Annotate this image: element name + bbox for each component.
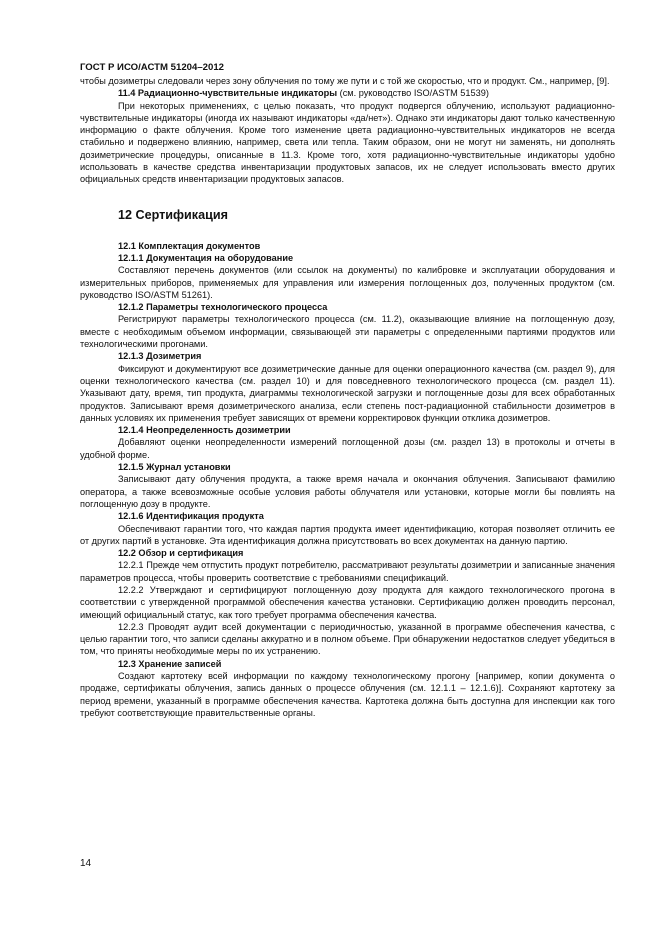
heading-12-3: 12.3 Хранение записей [118, 658, 222, 669]
paragraph-continuation: чтобы дозиметры следовали через зону облучения по тому же пути и с той же скоростью, что и продукт. См., например, [9]. [80, 76, 610, 86]
paragraph-12-1-3: Фиксируют и документируют все дозиметрические данные для оценки операционного качества (см. раздел 9), для оценки технологического качества (см. раздел 10) и для повседневного технологического процесса (см. раздел 11). Указывают дату, время, тип продукта, диаграммы технологической загрузки и поглощенные дозы для всех обработанных продуктов. Записывают время дозиметрического анализа, если степень пост-радиационной стабильности дозиметров в данных условиях их применения требует зависящих от времени корректировок функции отклика дозиметров. [80, 363, 615, 423]
paragraph-12-2-3: 12.2.3 Проводят аудит всей документации с периодичностью, указанной в программе обеспечения качества, с целью гарантии того, что записи сделаны аккуратно и в полном объеме. При обнаружении недостатков следует убедиться в том, что приняты необходимые меры по их устранению. [80, 621, 615, 657]
paragraph-12-1-6: Обеспечивают гарантии того, что каждая партия продукта имеет идентификацию, которая позволяет отличить ее от других партий в установке. Эта идентификация должна присутствовать во всех документах на данную партию. [80, 523, 615, 546]
heading-11-4 [80, 87, 615, 99]
heading-12-1-4: 12.1.4 Неопределенность дозиметрии [118, 425, 291, 436]
heading-12-1-3: 12.1.3 Дозиметрия [118, 351, 202, 362]
heading-12-1-1: 12.1.1 Документация на оборудование [118, 252, 294, 263]
heading-11-4-note: (см. руководство ISO/ASTM 51539) [337, 88, 489, 99]
document-page [80, 62, 615, 719]
heading-12-2: 12.2 Обзор и сертификация [118, 548, 244, 559]
paragraph-12-1-5: Записывают дату облучения продукта, а также время начала и окончания облучения. Записывают фамилию оператора, а также всевозможные особые условия работы облучателя или установки, которые могли бы повлиять на поглощенную дозу в продукте. [80, 474, 615, 509]
paragraph-12-2-2: 12.2.2 Утверждают и сертифицируют поглощенную дозу продукта для каждого технологического прогона в соответствии с утвержденной программой обеспечения качества установки. Сертификацию должен проводить персонал, имеющий официальный статус, как того требует программа обеспечения качества. [80, 584, 615, 620]
section-12-title: 12 Сертификация [118, 207, 228, 222]
document-header: ГОСТ Р ИСО/АСТМ 51204–2012 [80, 62, 225, 73]
page-number: 14 [80, 858, 92, 869]
paragraph-12-1-2: Регистрируют параметры технологического процесса (см. 11.2), оказывающие влияние на поглощенную дозу, вместе с необходимым объемом информации, связывающей эти параметры с определенными партиями продуктов или технологическими прогонами. [80, 314, 615, 350]
heading-12-1-2: 12.1.2 Параметры технологического процесса [118, 302, 328, 313]
heading-12-1-6: 12.1.6 Идентификация продукта [118, 511, 264, 522]
paragraph-12-3: Создают картотеку всей информации по каждому технологическому прогону [например, копии документа о продаже, сертификаты облучения, запись данных о процессе облучения (см. 12.1.1 – 12.1.6)]. Сохраняют картотеку за период времени, указанный в программе обеспечения качества. Картотека должна быть доступна для инспекции как того требуют соответствующие правительственные органы. [80, 671, 615, 718]
heading-11-4-title: 11.4 Радиационно-чувствительные индикаторы [118, 88, 338, 99]
heading-12-1: 12.1 Комплектация документов [118, 240, 261, 251]
paragraph-12-1-4: Добавляют оценки неопределенности измерений поглощенной дозы (см. раздел 13) в протоколы и отчеты в удобной форме. [80, 437, 615, 460]
heading-12-1-5: 12.1.5 Журнал установки [118, 462, 231, 473]
paragraph-11-4: При некоторых применениях, с целью показать, что продукт подвергся облучению, используют радиационно-чувствительные индикаторы (иногда их называют индикаторы «да/нет»). Однако эти индикаторы дают только качественную информацию о факте облучения. Кроме того изменение цвета радиационно-чувствительных индикаторов не всегда стабильно и подвержено влиянию, например, света или тепла. Таким образом, они не могут ни заменять, ни дополнять дозиметрические процедуры, описанные в 11.3. Кроме того, хотя радиационно-чувствительные индикаторы удобно использовать в качестве средства инвентаризации продуктовых запасов, их не следует использовать вместо других официальных средств инвентаризации продуктовых запасов. [80, 100, 615, 185]
paragraph-12-1-1: Составляют перечень документов (или ссылок на документы) по калибровке и эксплуатации оборудования и измерительных приборов, применяемых для управления или измерения поглощенных доз, полученных продуктом (см. руководство ISO/ASTM 51261). [80, 265, 615, 300]
paragraph-12-2-1: 12.2.1 Прежде чем отпустить продукт потребителю, рассматривают результаты дозиметрии и записанные значения параметров процесса, чтобы проверить соответствие с требованиями спецификаций. [80, 560, 615, 583]
